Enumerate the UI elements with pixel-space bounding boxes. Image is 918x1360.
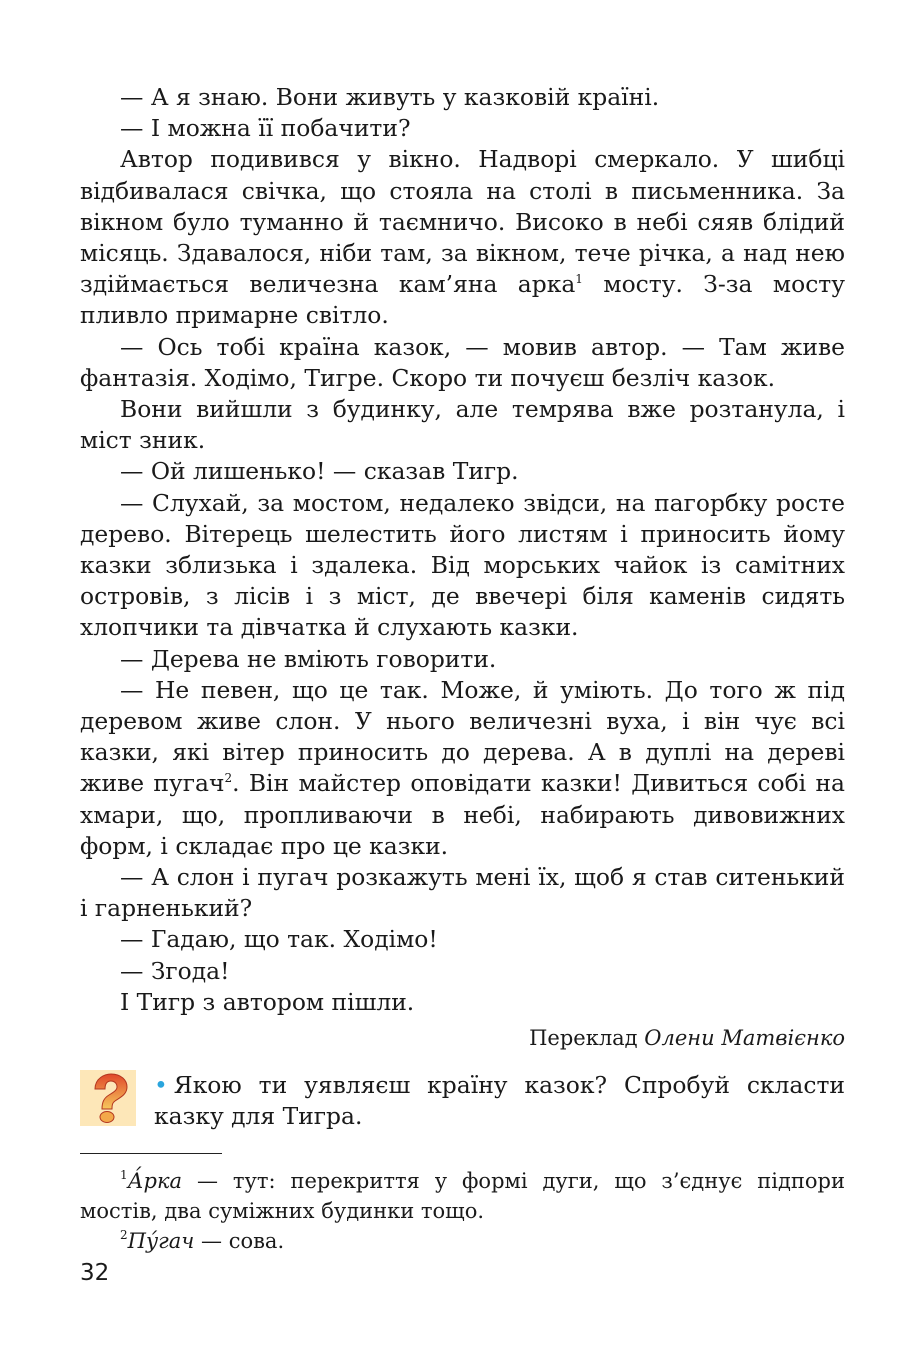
paragraph-text: . Він майстер оповідати казки! Дивиться собі на хмари, що, пропливаючи в небі, набирають дивовижних форм, і складає про це казки. [80,769,846,860]
paragraph: — А я знаю. Вони живуть у казковій країні. [120,83,660,111]
question-block [80,1070,845,1132]
paragraph: — Слухай, за мостом, недалеко звідси, на пагорбку росте дерево. Вітерець шелестить його листям і приносить йому казки зблизька і здалека. Від морських чайок із самітних островів, з лісів і з міст, де ввечері біля каменів сидять хлопчики та дівчатка й слухають казки. [80,488,845,642]
footnote-divider [80,1153,222,1154]
footnote-number: 1 [120,1167,128,1182]
paragraph-text: Автор подивився у вікно. Надворі смеркало. У шибці відбивалася свічка, що стояла на столі в письменника. За вікном було туманно й таємничо. Високо в небі сяяв блідий місяць. Здавалося, ніби там, за вікном, тече річка, а над нею здіймається величезна кам’яна арка [80,145,845,299]
question-text: Якою ти уявляєш країну казок? Спробуй скласти казку для Тигра. [154,1071,845,1131]
paragraph: Вони вийшли з будинку, але темрява вже розтанула, і міст зник. [80,395,845,455]
paragraph: — Дерева не вміють говорити. [120,644,497,673]
footnote-term: Пу́гач [127,1228,195,1253]
translator-prefix: Переклад [529,1026,638,1051]
paragraph-text: — Не певен, що це так. Може, й уміють. До того ж під деревом живе слон. У нього величезні вуха, і він чує всі казки, які вітер приносить до дерева. А в дуплі на дереві живе пугач [80,675,845,798]
paragraph: — Ой лишенько! — сказав Тигр. [120,457,519,486]
paragraph-with-footnote-2 [80,675,845,862]
question-mark-icon [80,1070,136,1126]
paragraph: — Ось тобі країна казок, — мовив автор. — Там живе фантазія. Ходімо, Тигре. Скоро ти почуєш безліч казок. [80,332,845,392]
paragraph: — І можна її побачити? [120,114,411,143]
bullet-icon: • [154,1071,168,1100]
page-number: 32 [80,1260,110,1286]
paragraph: І Тигр з автором пішли. [120,987,415,1016]
footnote-1 [80,1166,845,1226]
translator-credit [80,1023,845,1054]
paragraph: — А слон і пугач розкажуть мені їх, щоб я став ситенький і гарненький? [80,863,845,923]
paragraph: — Гадаю, що так. Ходімо! [120,925,438,954]
footnote-number: 2 [120,1227,128,1242]
page-content [80,82,845,1256]
footnote-2 [80,1226,845,1256]
translator-name: Олени Матвієнко [644,1026,845,1051]
footnote-ref-2: 2 [224,771,233,786]
footnote-term: А́рка [127,1168,183,1193]
footnote-ref-1: 1 [575,272,583,287]
paragraph-with-footnote-1 [80,144,845,331]
paragraph-text: мосту. З-за мосту пливло примарне світло. [80,270,845,330]
footnote-text: — тут: перекриття у формі дуги, що з’єднує підпори мостів, два суміжних будинки тощо. [80,1168,845,1223]
story-text [80,82,845,1018]
footnote-text: — сова. [194,1228,285,1253]
paragraph: — Згода! [120,956,230,985]
